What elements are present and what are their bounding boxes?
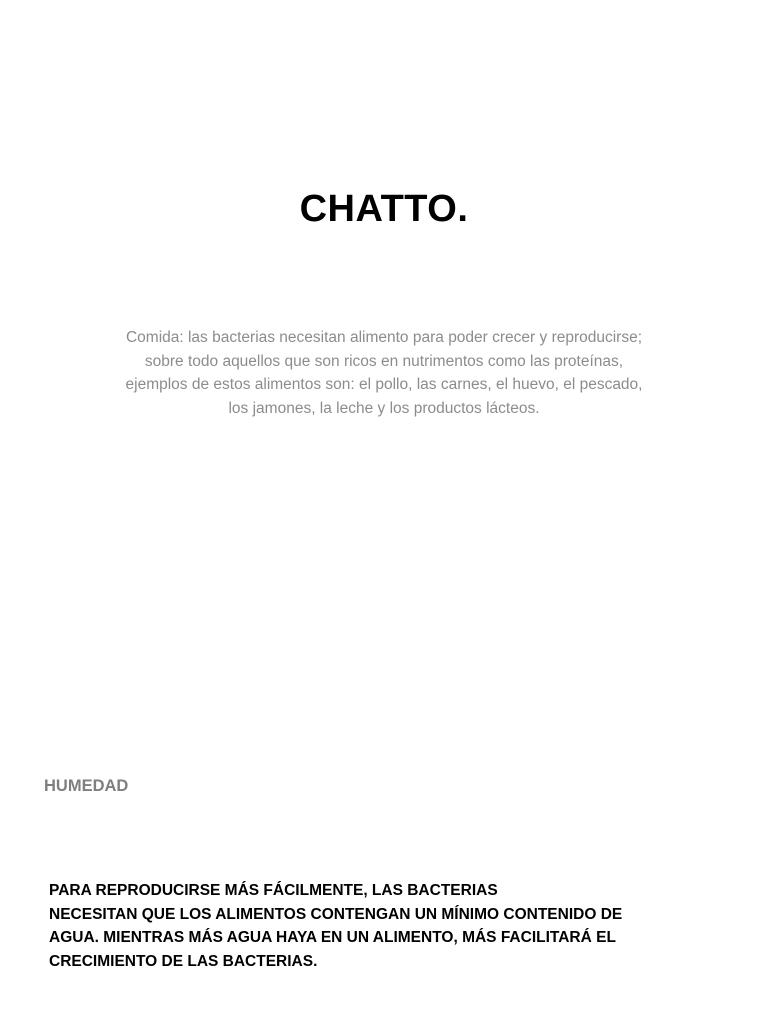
- humedad-text: [49, 879, 689, 973]
- humedad-text-line: AGUA. MIENTRAS MÁS AGUA HAYA EN UN ALIMENTO, MÁS FACILITARÁ EL: [49, 929, 616, 946]
- slide-body-text: Comida: las bacterias necesitan alimento para poder crecer y reproducirse; sobre todo aquellos que son ricos en nutrimentos como las proteínas, ejemplos de estos alimentos son: el pollo, las carnes, el huevo, el pescado, los jamones, la leche y los productos lácteos.: [125, 329, 643, 417]
- humedad-text-line: CRECIMIENTO DE LAS BACTERIAS.: [49, 952, 318, 970]
- slide-title: CHATTO.: [299, 188, 469, 230]
- humedad-text-line: NECESITAN QUE LOS ALIMENTOS CONTENGAN UN MÍNIMO CONTENIDO DE: [49, 905, 623, 923]
- slide-2: [0, 512, 768, 1024]
- humedad-text-line: PARA REPRODUCIRSE MÁS FÁCILMENTE, LAS BACTERIAS: [49, 882, 498, 899]
- section-heading: HUMEDAD: [44, 777, 129, 795]
